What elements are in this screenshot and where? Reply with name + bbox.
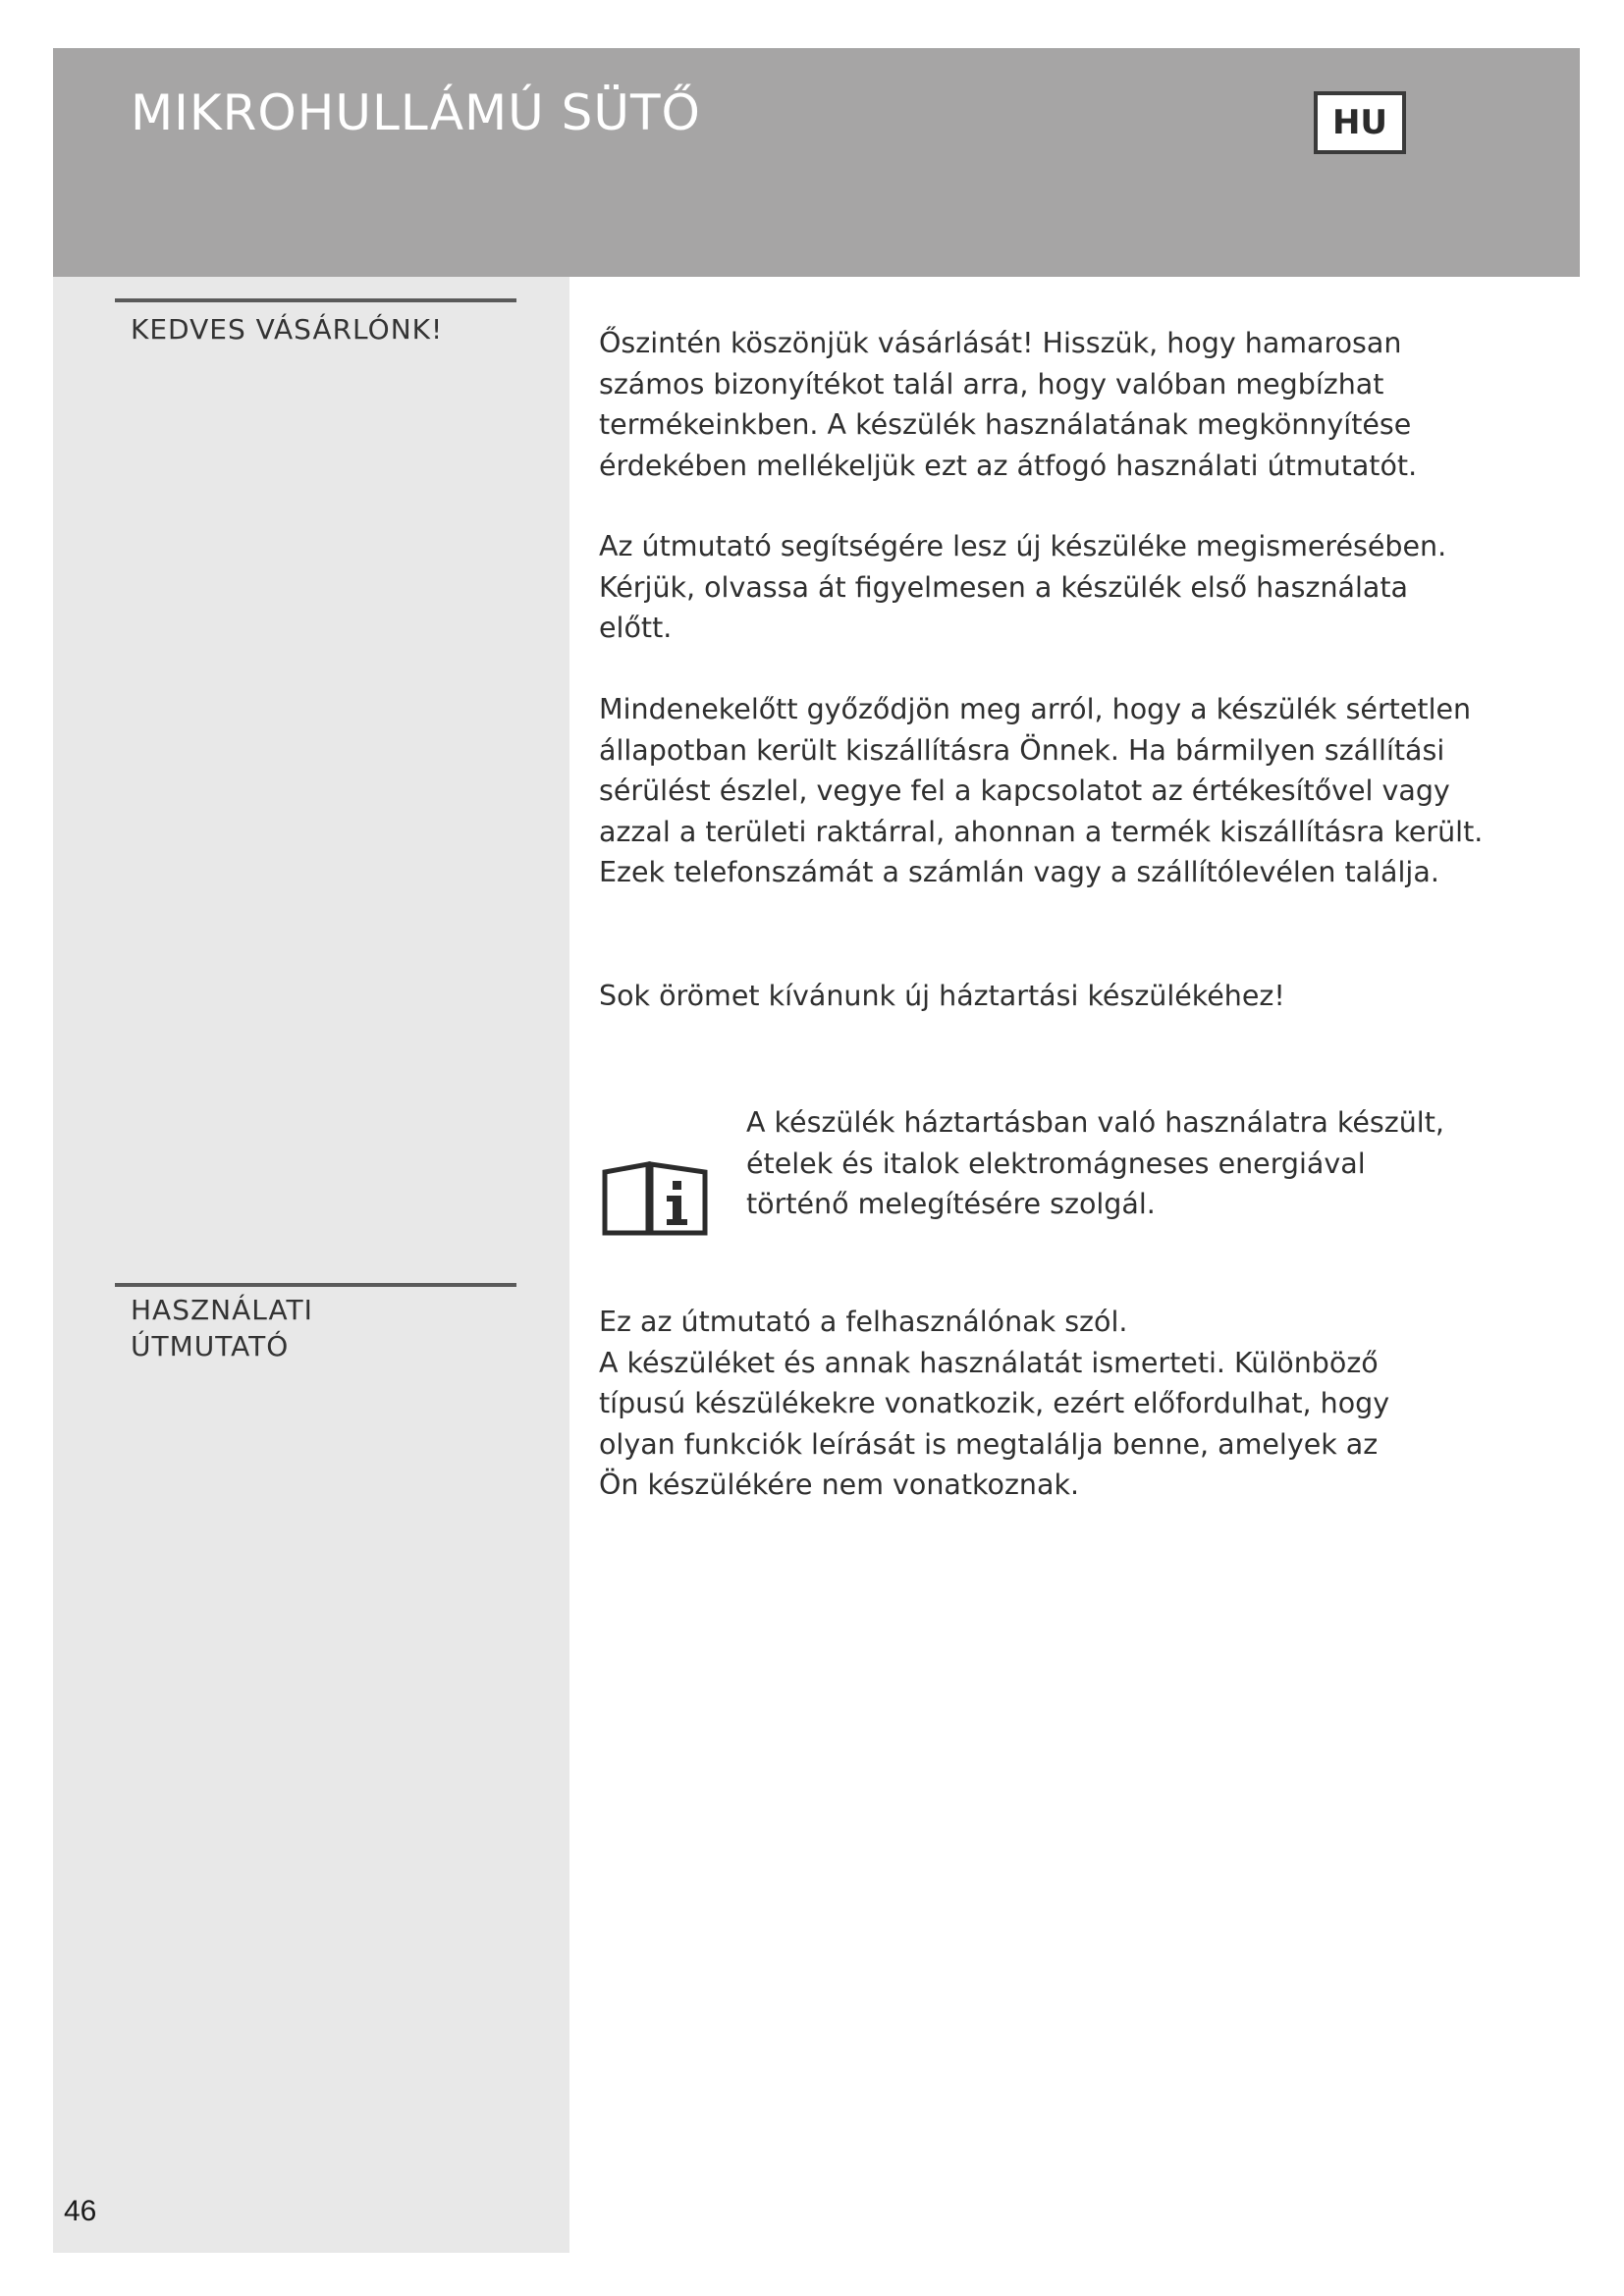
greeting-paragraph-1 bbox=[599, 323, 1581, 486]
sidebar-rule-greeting bbox=[115, 298, 516, 302]
manual-paragraph-text: Ez az útmutató a felhasználónak szól. A készüléket és annak használatát ismerteti. Különböző típusú készülékekre vonatkozik, ezért előfordulhat, hogy olyan funkciók leírását is megtalálja benne, amelyek az Ön készülékére nem vonatkoznak. bbox=[599, 1306, 1390, 1501]
page-number: 46 bbox=[64, 2195, 97, 2227]
section-heading-manual: HASZNÁLATI ÚTMUTATÓ bbox=[131, 1294, 313, 1362]
greeting-paragraph-3 bbox=[599, 689, 1581, 893]
manual-paragraph bbox=[599, 1302, 1581, 1506]
page-title: MIKROHULLÁMÚ SÜTŐ bbox=[131, 84, 701, 141]
greeting-paragraph-2-text: Az útmutató segítségére lesz új készüléke megismerésében. Kérjük, olvassa át figyelmesen a készülék első használata előtt. bbox=[599, 530, 1447, 644]
page-header bbox=[53, 48, 1580, 277]
sidebar-rule-manual bbox=[115, 1283, 516, 1287]
greeting-paragraph-3-text: Mindenekelőtt győződjön meg arról, hogy a készülék sértetlen állapotban került kiszállításra Önnek. Ha bármilyen szállítási sérülést észlel, vegye fel a kapcsolatot az értékesítővel vagy azzal a területi raktárral, ahonnan a termék kiszállításra került. Ezek telefonszámát a számlán vagy a szállítólevélen találja. bbox=[599, 693, 1484, 888]
sidebar bbox=[53, 277, 569, 2253]
section-heading-greeting: KEDVES VÁSÁRLÓNK! bbox=[131, 313, 444, 346]
manual-info-icon bbox=[601, 1156, 709, 1237]
language-badge: HU bbox=[1314, 91, 1406, 154]
greeting-closing-text: Sok örömet kívánunk új háztartási készülékéhez! bbox=[599, 980, 1285, 1012]
info-note-text: A készülék háztartásban való használatra készült, ételek és italok elektromágneses energiával történő melegítésére szolgál. bbox=[746, 1106, 1444, 1220]
info-note bbox=[746, 1102, 1581, 1225]
greeting-paragraph-2 bbox=[599, 526, 1581, 649]
greeting-paragraph-4 bbox=[599, 976, 1581, 1017]
greeting-paragraph-1-text: Őszintén köszönjük vásárlását! Hisszük, hogy hamarosan számos bizonyítékot talál arra, hogy valóban megbízhat termékeinkben. A készülék használatának megkönnyítése érdekében mellékeljük ezt az átfogó használati útmutatót. bbox=[599, 327, 1418, 482]
